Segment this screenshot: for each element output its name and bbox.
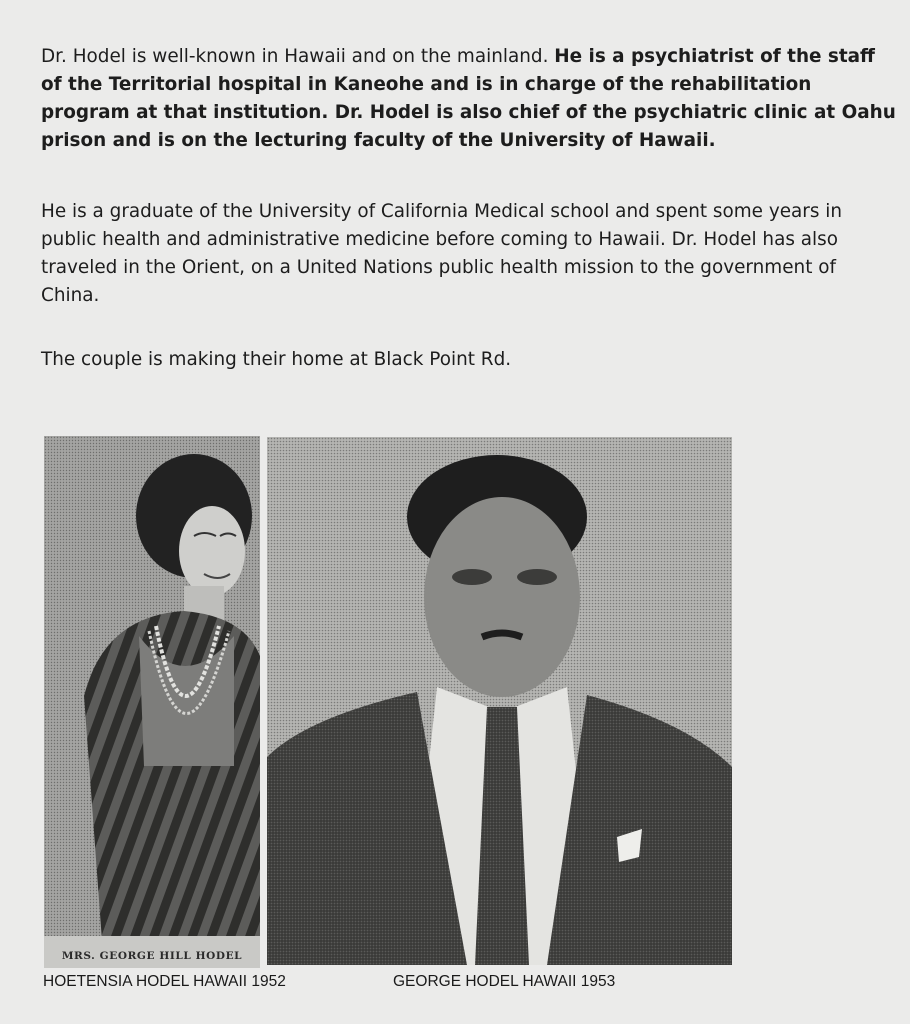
- photo-label-george: GEORGE HODEL HAWAII 1953: [393, 973, 616, 990]
- paragraph-education: He is a graduate of the University of California Medical school and spent some years in public health and administrative medicine before coming to Hawaii. Dr. Hodel has also traveled in the Orient, on a United Nations public health mission to the government of China.: [41, 201, 843, 306]
- newspaper-caption: MRS. GEORGE HILL HODEL: [61, 950, 243, 962]
- photo-george-hodel: [267, 437, 732, 965]
- intro-text: Dr. Hodel is well-known in Hawaii and on the mainland.: [41, 46, 555, 67]
- paragraph-intro: [41, 43, 899, 155]
- intro-bold-text: He is a psychiatrist of the staff of the Territorial hospital in Kaneohe and is in charge of the rehabilitation program at that institution. Dr. Hodel is also chief of the psychiatric clinic at Oahu prison and is on the lecturing faculty of the University of Hawaii.: [41, 46, 896, 151]
- photo-label-hortensia: HOETENSIA HODEL HAWAII 1952: [43, 973, 286, 990]
- photo-hortensia-hodel: [44, 436, 260, 968]
- paragraph-home: The couple is making their home at Black Point Rd.: [41, 349, 512, 370]
